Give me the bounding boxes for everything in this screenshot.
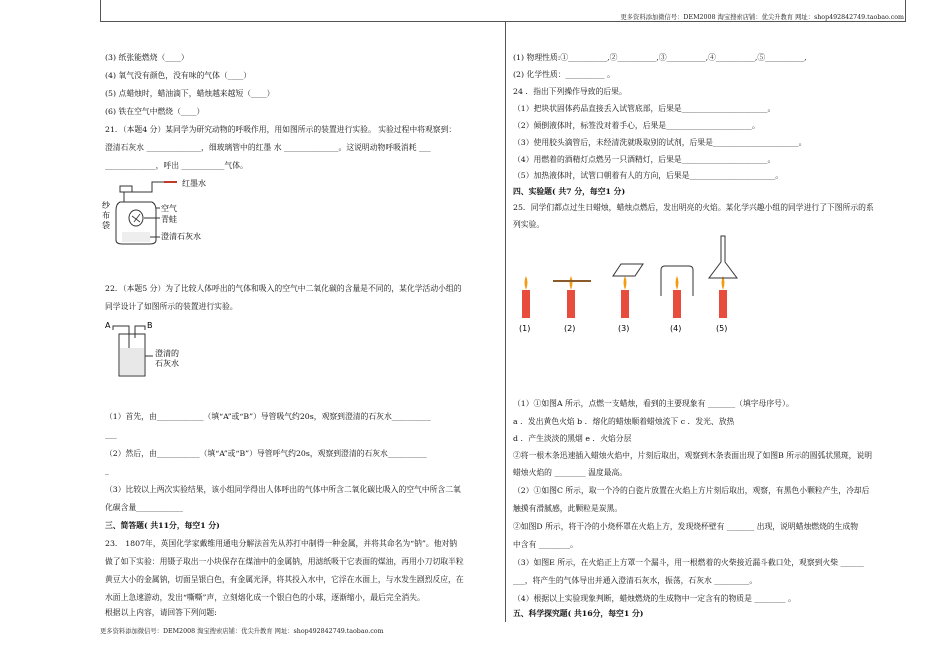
q25-1-options-2: d ．产生淡淡的黑烟 e ．火焰分层 bbox=[513, 434, 632, 443]
q24-5: （5）加热液体时，试管口朝着有人的方向，后果是______________________。 bbox=[513, 171, 784, 180]
q25-stem: 25．同学们都点过生日蜡烛，蜡烛点燃后，发出明亮的火焰。某化学兴趣小组的同学进行了下图所示的系 bbox=[513, 203, 874, 212]
candle-4 bbox=[661, 266, 693, 318]
q24-stem: 24 ．指出下列操作导致的后果。 bbox=[513, 87, 627, 96]
q25-2-b: ②如图D 所示，将干冷的小烧杯罩在火焰上方，发现烧杯壁有 _______ 出现，说明蜡烛燃烧的生成物 bbox=[513, 522, 859, 531]
label-gauze-3: 袋 bbox=[102, 221, 110, 230]
q22-3: （3）比较以上两次实验结果，该小组同学得出人体呼出的气体中所含二氧化碳比吸入的空气中所含二氧 bbox=[105, 485, 461, 494]
q24-3: （3）使用胶头滴管后，未经清洗就吸取别的试剂，后果是______________________。 bbox=[513, 138, 807, 147]
section-5-title: 五、科学探究题( 共16分，每空1 分) bbox=[513, 609, 644, 618]
q22-3-cont: 化碳含量____________ bbox=[105, 503, 183, 512]
q20-4: (4) 氧气没有颜色，没有味的气体（____） bbox=[105, 71, 252, 80]
q21-stem: 21．（本题4 分）某同学为研究动物的呼吸作用，用如图所示的装置进行实验。 实验过程中将观察到： bbox=[105, 125, 457, 134]
label-liquid-2: 石灰水 bbox=[155, 359, 179, 368]
column-divider bbox=[505, 22, 506, 622]
q22-stem: 22．（本题5 分）为了比较人体呼出的气体和吸入的空气中二氧化碳的含量是不同的，某化学活动小组的 bbox=[105, 284, 462, 293]
fig-label-3: (3) bbox=[618, 324, 630, 333]
footer-ad: 更多资料添加微信号：DEM2008 淘宝搜索店铺：优尖升教育 网址：shop492842749.taobao.com bbox=[100, 628, 384, 635]
q25-line2: 列实验。 bbox=[513, 220, 545, 229]
q20-6: (6) 铁在空气中燃烧（____） bbox=[105, 107, 205, 116]
label-a: A bbox=[105, 321, 111, 330]
q25-1-b: ②将一根木条迅速插入蜡烛火焰中，片刻后取出，观察到木条表面出现了如图B 所示的圆弧状黑斑，说明 bbox=[513, 451, 873, 460]
q25-1-options-1: a ．发出黄色火焰 b ．熔化的蜡烛顺着蜡烛流下 c ．发光、放热 bbox=[513, 417, 735, 426]
label-air: 空气 bbox=[161, 204, 177, 213]
q20-5: (5) 点蜡烛时，蜡油滴下，蜡烛越来越短（____） bbox=[105, 89, 275, 98]
q24-1: （1）把块状固体药品直接丢入试管底部，后果是______________________。 bbox=[513, 104, 776, 113]
q25-2-b-cont: 中含有 ________。 bbox=[513, 540, 578, 549]
fig-label-1: (1) bbox=[519, 324, 531, 333]
q21-line2: 澄清石灰水 ______________，细玻璃管中的红墨 水 ______________。这说明动物呼吸消耗 ___ bbox=[105, 143, 431, 152]
q24-2: （2）倾倒液体时，标签没对着手心，后果是______________________。 bbox=[513, 121, 760, 130]
label-gauze-2: 布 bbox=[102, 211, 110, 220]
label-gauze-1: 纱 bbox=[102, 201, 110, 210]
q21-line3: _____________，呼出 ___________气体。 bbox=[105, 161, 248, 170]
fig-label-4: (4) bbox=[670, 324, 682, 333]
q22-2-cont: _ bbox=[105, 466, 109, 475]
label-frog: 青蛙 bbox=[161, 215, 177, 224]
q22-1-cont: ___ bbox=[105, 430, 117, 439]
label-liquid-1: 澄清的 bbox=[155, 349, 179, 358]
candle-experiments-figure bbox=[509, 232, 739, 336]
frog-respiration-figure bbox=[102, 174, 232, 250]
candle-5 bbox=[709, 236, 737, 318]
label-limewater: 澄清石灰水 bbox=[161, 232, 201, 241]
q23-line3: 黄豆大小的金属钠，切面呈银白色，有金属光泽，将其投入水中，它浮在水面上，与水发生剧烈反应，在 bbox=[105, 575, 464, 584]
q25-2-a: （2）①如图C 所示，取一个冷的白瓷片放置在火焰上方片刻后取出，观察，有黑色小颗粒产生，冷却后 bbox=[513, 486, 870, 495]
candle-2 bbox=[553, 276, 591, 318]
r-chemical-props: (2) 化学性质：__________ 。 bbox=[513, 70, 615, 79]
fig-label-2: (2) bbox=[564, 324, 576, 333]
header-ad: 更多资料添加微信号：DEM2008 淘宝搜索店铺：优尖升教育 网址：shop492842749.taobao.com bbox=[620, 14, 904, 21]
q23-prompt: 根据以上内容，请回答下列问题: bbox=[105, 608, 217, 617]
section-4-title: 四、实验题( 共7 分，每空1 分) bbox=[513, 187, 626, 196]
q25-1-a: （1）①如图A 所示，点燃一支蜡烛，看到的主要现象有 _______（填字母序号）。 bbox=[513, 399, 794, 408]
q22-line2: 同学设计了如图所示的装置进行实验。 bbox=[105, 302, 238, 311]
q23-line2: 做了如下实验：用镊子取出一小块保存在煤油中的金属钠，用滤纸吸干它表面的煤油，再用小刀切取半粒 bbox=[105, 557, 464, 566]
fig-label-5: (5) bbox=[716, 324, 728, 333]
q22-1: （1）首先，由____________（填“A”或“B”）导管吸气约20s，观察到澄清的石灰水__________ bbox=[105, 412, 431, 421]
candle-1 bbox=[522, 276, 530, 318]
q25-1-b-cont: 蜡烛火焰的 ________ 温度最高。 bbox=[513, 468, 628, 477]
label-red-ink: 红墨水 bbox=[182, 179, 206, 188]
q22-2: （2）然后，由___________（填“A”或“B”）导管呼气约20s，观察到澄清的石灰水__________ bbox=[105, 449, 427, 458]
header-rule bbox=[100, 21, 906, 22]
q25-3: （3）如图E 所示，在火焰正上方罩一个漏斗，用一根燃着的火柴接近漏斗截口处，观察到火柴 ______ bbox=[513, 558, 864, 567]
q23-line4: 水面上急速游动，发出“嘶嘶”声，立刻熔化成一个银白色的小球，逐渐缩小，最后完全消失。 bbox=[105, 593, 425, 602]
q20-3: (3) 纸张能燃烧（____） bbox=[105, 53, 189, 62]
label-b: B bbox=[147, 321, 153, 330]
candle-3 bbox=[613, 264, 643, 318]
section-3-title: 三、简答题( 共11分，每空1 分) bbox=[105, 521, 220, 530]
q25-4: （4）根据以上实验现象判断，蜡烛燃烧的生成物中一定含有的物质是 ________ 。 bbox=[513, 594, 796, 603]
q25-3-cont: ___，将产生的气体导出并通入澄清石灰水，振荡，石灰水 _________。 bbox=[513, 576, 758, 585]
breath-bottle-figure bbox=[105, 318, 215, 382]
q25-2-a-cont: 触摸有滑腻感，此颗粒是炭黑。 bbox=[513, 504, 623, 513]
q24-4: （4）用燃着的酒精灯点燃另一只酒精灯，后果是______________________。 bbox=[513, 155, 776, 164]
r-physical-props: (1) 物理性质:①__________,②__________,③__________,④__________,⑤__________, bbox=[513, 53, 807, 62]
q23-line1: 23． 1807年，英国化学家戴维用通电分解法首先从苏打中制得一种金属，并将其命名为“钠”。他对钠 bbox=[105, 539, 458, 548]
